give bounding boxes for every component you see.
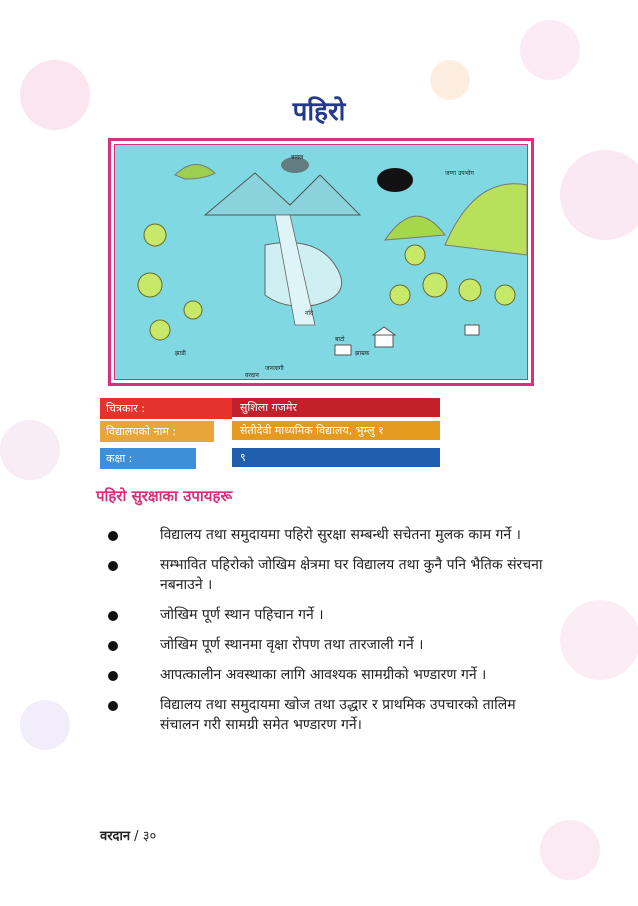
school-label: विद्यालयको नाम : <box>100 421 214 442</box>
drawing-label-janjagi: जनजागी <box>265 365 284 372</box>
safety-measures-list <box>104 525 544 745</box>
bullet-icon <box>108 611 118 621</box>
artist-label: चित्रकार : <box>100 398 232 419</box>
footer-brand: वरदान <box>100 829 131 844</box>
drawing-label-vardan: वरदान <box>245 372 259 379</box>
drawing-inner-border <box>114 144 528 380</box>
list-item-text: सम्भावित पहिरोको जोखिम क्षेत्रमा घर विद्यालय तथा कुनै पनि भैतिक संरचना नबनाउने । <box>160 557 543 593</box>
bullet-icon <box>108 671 118 681</box>
class-label: कक्षा : <box>100 448 196 469</box>
info-row-artist <box>100 398 440 419</box>
background-decoration <box>520 20 580 80</box>
page-title: पहिरो <box>292 97 346 127</box>
list-item <box>104 525 544 545</box>
list-item <box>104 605 544 625</box>
list-item <box>104 555 544 595</box>
page-number: ३० <box>142 829 157 844</box>
list-item-text: विद्यालय तथा समुदायमा पहिरो सुरक्षा सम्बन्धी सचेतना मुलक काम गर्ने । <box>160 527 521 543</box>
list-item-text: जोखिम पूर्ण स्थान पहिचान गर्ने । <box>160 607 324 623</box>
background-decoration <box>20 700 70 750</box>
background-decoration <box>0 420 60 480</box>
drawing-frame <box>108 138 534 386</box>
school-value: सेतीदेवी माध्यमिक विद्यालय, भुम्लु १ <box>232 421 440 440</box>
list-item-text: जोखिम पूर्ण स्थानमा वृक्षा रोपण तथा तारजाली गर्ने । <box>160 637 424 653</box>
drawing-label-cloud: बादल <box>291 154 304 161</box>
bullet-icon <box>108 561 118 571</box>
background-decoration <box>560 600 638 680</box>
drawing-label-river: नदि <box>305 310 314 317</box>
list-item-text: विद्यालय तथा समुदायमा खोज तथा उद्धार र प्राथमिक उपचारको तालिम संचालन गरी सामग्री समेत भण्डारण गर्ने। <box>160 697 516 733</box>
info-row-class <box>100 448 440 469</box>
artist-value: सुशिला गजमेर <box>232 398 440 417</box>
bullet-icon <box>108 531 118 541</box>
list-item <box>104 665 544 685</box>
bullet-icon <box>108 641 118 651</box>
class-value: ९ <box>232 448 440 467</box>
list-item <box>104 695 544 735</box>
section-heading: पहिरो सुरक्षाका उपायहरू <box>96 487 233 505</box>
background-decoration <box>540 820 600 880</box>
list-item <box>104 635 544 655</box>
drawing-label-land-use: जग्गा उपभोग <box>445 170 474 177</box>
drawing-label-jhamrak: झाम्रक <box>355 350 370 357</box>
background-decoration <box>560 150 638 240</box>
info-row-school <box>100 421 440 442</box>
list-item-text: आपत्कालीन अवस्थाका लागि आवश्यक सामग्रीको भण्डारण गर्ने । <box>160 667 487 683</box>
drawing-label-bush: झाडी <box>175 350 186 357</box>
page-footer <box>100 826 156 844</box>
drawing-label-road: बाटो <box>335 336 345 343</box>
landslide-drawing <box>115 145 527 379</box>
footer-separator: / <box>134 829 139 844</box>
bullet-icon <box>108 701 118 711</box>
